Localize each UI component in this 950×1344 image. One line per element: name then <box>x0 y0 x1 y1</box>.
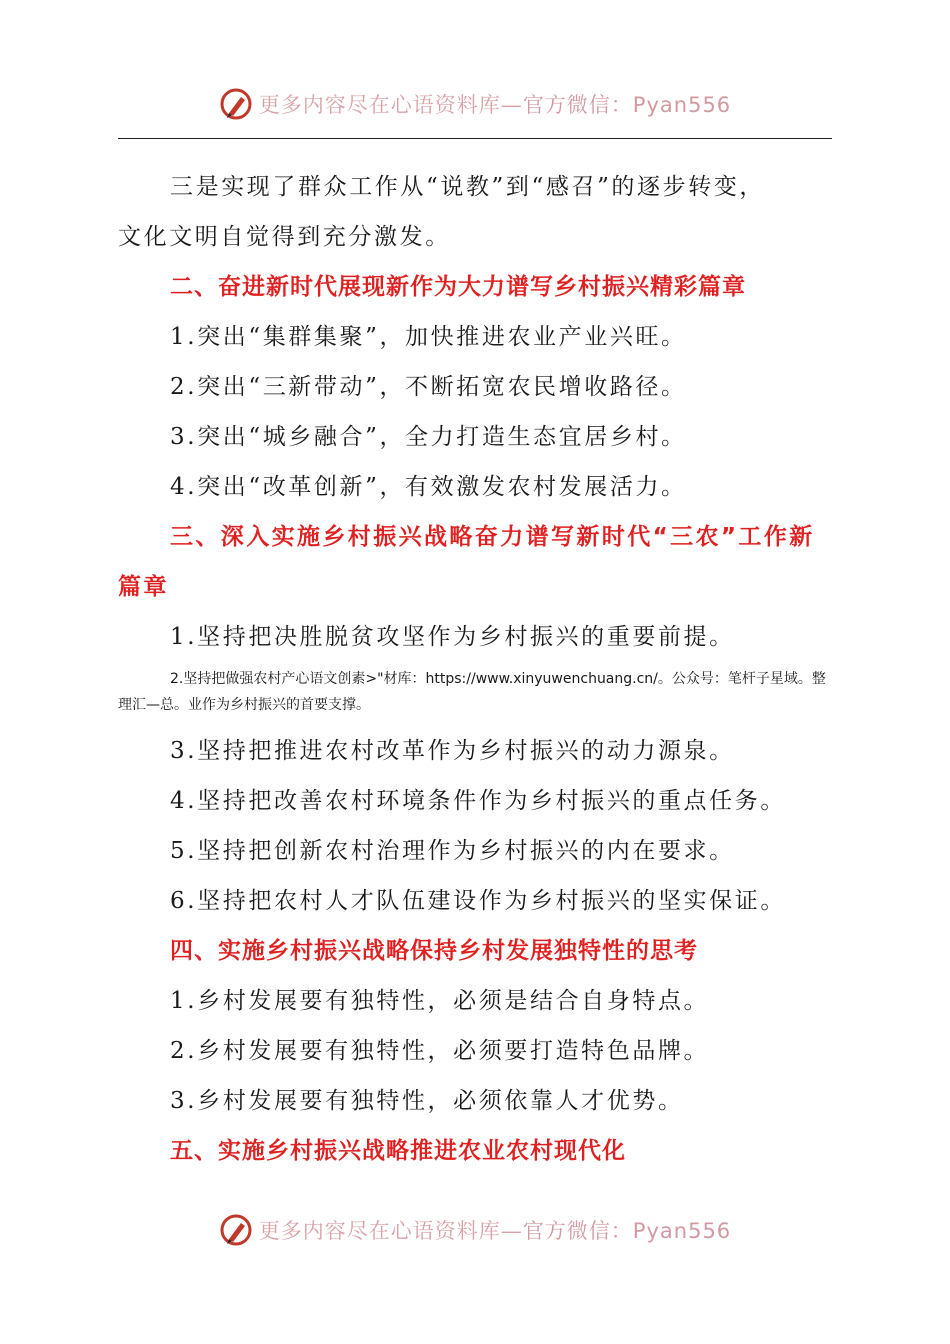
footer-banner <box>0 1210 950 1250</box>
header-rule <box>118 138 832 139</box>
section-2-heading: 二、奋进新时代展现新作为大力谱写乡村振兴精彩篇章 <box>170 274 746 300</box>
section-4-heading: 四、实施乡村振兴战略保持乡村发展独特性的思考 <box>170 938 698 964</box>
footer-banner-text: 更多内容尽在心语资料库—官方微信：Pyan556 <box>258 1219 732 1243</box>
section-5-heading: 五、实施乡村振兴战略推进农业农村现代化 <box>170 1138 626 1164</box>
list-item: 4.坚持把改善农村环境条件作为乡村振兴的重点任务。 <box>170 788 786 814</box>
intro-line-1: 三是实现了群众工作从“说教”到“感召”的逐步转变， <box>170 174 766 200</box>
pen-logo-icon <box>219 1213 253 1247</box>
list-item: 1.乡村发展要有独特性，必须是结合自身特点。 <box>170 988 710 1014</box>
header-banner-text: 更多内容尽在心语资料库—官方微信：Pyan556 <box>258 93 732 117</box>
section-3-heading: 三、深入实施乡村振兴战略奋力谱写新时代“三农”工作新篇章 <box>118 524 815 600</box>
list-item: 4.突出“改革创新”，有效激发农村发展活力。 <box>170 474 687 500</box>
list-item: 3.乡村发展要有独特性，必须依靠人才优势。 <box>170 1088 684 1114</box>
list-item: 1.突出“集群集聚”，加快推进农业产业兴旺。 <box>170 324 687 350</box>
list-item: 3.坚持把推进农村改革作为乡村振兴的动力源泉。 <box>170 738 735 764</box>
pen-logo-icon <box>219 87 253 121</box>
list-item: 3.突出“城乡融合”，全力打造生态宜居乡村。 <box>170 424 687 450</box>
document-body <box>118 162 832 1176</box>
list-item: 5.坚持把创新农村治理作为乡村振兴的内在要求。 <box>170 838 735 864</box>
list-item: 1.坚持把决胜脱贫攻坚作为乡村振兴的重要前提。 <box>170 624 735 650</box>
list-item: 2.突出“三新带动”，不断拓宽农民增收路径。 <box>170 374 687 400</box>
intro-line-2: 文化文明自觉得到充分激发。 <box>118 224 451 250</box>
list-item: 6.坚持把农村人才队伍建设作为乡村振兴的坚实保证。 <box>170 888 786 914</box>
list-item: 2.乡村发展要有独特性，必须要打造特色品牌。 <box>170 1038 710 1064</box>
list-item-watermarked: 2.坚持把做强农村产心语文创素>"材库：https://www.xinyuwenchuang.cn/。公众号：笔杆子星域。整理汇—总。业作为乡村振兴的首要支撑。 <box>118 671 826 713</box>
header-banner <box>0 84 950 124</box>
